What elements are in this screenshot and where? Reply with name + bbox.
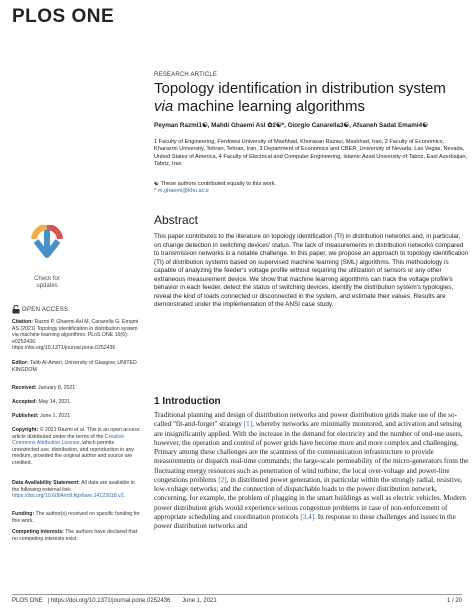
introduction-heading: 1 Introduction (154, 396, 221, 407)
author-list: Peyman Razmi1☯, Mahdi Ghaemi Asl ✿2☯*, Giorgio Canarella3☯, Afsaneh Sadat Emami4☯ (154, 122, 428, 129)
editor-block: Editor: Talib Al-Ameri, University of Glasgow, UNITED KINGDOM (12, 360, 137, 373)
article-type: RESEARCH ARTICLE (154, 72, 218, 78)
journal-logo: PLOS ONE (12, 6, 115, 27)
published-date: Published: June 1, 2021 (12, 413, 70, 419)
affiliations: 1 Faculty of Engineering, Ferdowsi University of Mashhad, Khorasan Razavi, Mashhad, Iran, 2 Faculty of Economics, Kharazmi University, Tehran, Tehran, Iran, 3 Department of Economics and CBER, University of Nevada, Las Vegas, Nevada, United States of America, 4 Faculty of Electrical and Computer Engineering, Islamic Azad University of Tabriz, East Azerbaijan, Tabriz, Iran (154, 139, 467, 168)
page-footer: PLOS ONE | https://doi.org/10.1371/journal.pone.0252436 June 1, 2021 1 / 20 (12, 598, 462, 604)
introduction-text: Traditional planning and design of distribution networks and power distribution grids make use of the so-called "fit-and-forget" strategy [1], whereby networks are minimally monitored, and activation and sensing are insignificantly applied. With the increase in the demand for electricity and the number of end-use users, however, the operation and control of power grids have become more and more complex and challenging. Primary among these challenges are the scantness of the communication infrastructure to provide measurements or dispatch real-time commands; the large-scale permeability of the micro-generators from the fluctuating energy resources such as penetration of wind turbine; the local over-voltage and power-line congestions problems [2], in distributed power generation, in particular within the strongly radial, resistive, low-voltage networks; and the connection of dispatchable loads to the power distribution network, concerning, for example, the problem of plugging in the smart buildings as well as electric vehicles. Modern power distribution grids would experience serious congestion problems in case of non-enforcement of appropriate scheduling and coordination protocols [3,4]. In response to these challenges and issues in the power distribution networks and (154, 411, 469, 530)
citation-block: Citation: Razmi P, Ghaemi Asl M, Canarella G, Emami AS (2021) Topology identification in distribution system via machine learning algorithms. PLoS ONE 16(6): e0252436. https://doi.org/10.1371/journal.pone.0252436 (12, 319, 139, 352)
footer-journal: PLOS ONE (12, 598, 43, 604)
competing-interests-block: Competing interests: The authors have declared that no competing interests exist. (12, 529, 138, 542)
copyright-block: Copyright: © 2021 Razmi et al. This is an open access article distributed under the terms of the Creative Commons Attribution License, which permits unrestricted use, distribution, and reproduction in any medium, provided the original author and source are credited. (12, 427, 140, 466)
corresponding-email[interactable]: * m.ghaemi@khu.ac.ir (154, 188, 210, 195)
footer-divider (12, 594, 462, 595)
license-link[interactable]: Creative Commons Attribution License (12, 433, 125, 447)
reference-link[interactable]: [1] (243, 420, 253, 429)
data-availability-block: Data Availability Statement: All data are available in the following external link: https://doi.org/10.6084/m9.figshare.14123018.v2. (12, 480, 135, 500)
abstract-text: This paper contributes to the literature on topology identification (TI) in distribution networks and, in particular, on change detection in switching devices' status. The lack of measurements in distribution networks compared to transmission networks is a notable challenge. In this paper, we propose an approach to topology identification (TI) of distribution systems based on supervised machine learning (SML) algorithms. This methodology is capable of analyzing the feeder's voltage profile without requiring the utilization of sensors or any other extraneous measurement device. We show that machine learning algorithms can track the voltage profile's behavior in each feeder, detect the status of switching devices, identify the distribution system's typologies, reveal the kind of loads connected or disconnected in the system, and estimate their values. Results are demonstrated under the implementation of the ANSI case study. (154, 233, 469, 309)
received-date: Received: January 8, 2021 (12, 385, 76, 391)
open-access-label: OPEN ACCESS (12, 305, 140, 314)
article-title: Topology identification in distribution system via machine learning algorithms (154, 80, 446, 115)
equal-contribution-note: ☯ These authors contributed equally to this work. (154, 181, 277, 187)
footer-doi[interactable]: https://doi.org/10.1371/journal.pone.0252436 (50, 598, 171, 604)
accepted-date: Accepted: May 14, 2021 (12, 399, 70, 405)
open-lock-icon (12, 305, 20, 314)
footer-date: June 1, 2021 (182, 598, 217, 604)
funding-block: Funding: The author(s) received no specific funding for this work. (12, 511, 140, 524)
data-link[interactable]: https://doi.org/10.6084/m9.figshare.14123018.v2 (12, 493, 124, 500)
reference-link[interactable]: [3,4] (300, 512, 315, 521)
reference-link[interactable]: [2] (218, 475, 227, 484)
page-number: 1 / 20 (446, 598, 462, 604)
abstract-heading: Abstract (154, 213, 199, 227)
check-for-updates-icon[interactable] (30, 225, 64, 275)
author-notes (154, 181, 469, 196)
check-for-updates-label[interactable]: Check for updates (34, 276, 60, 289)
